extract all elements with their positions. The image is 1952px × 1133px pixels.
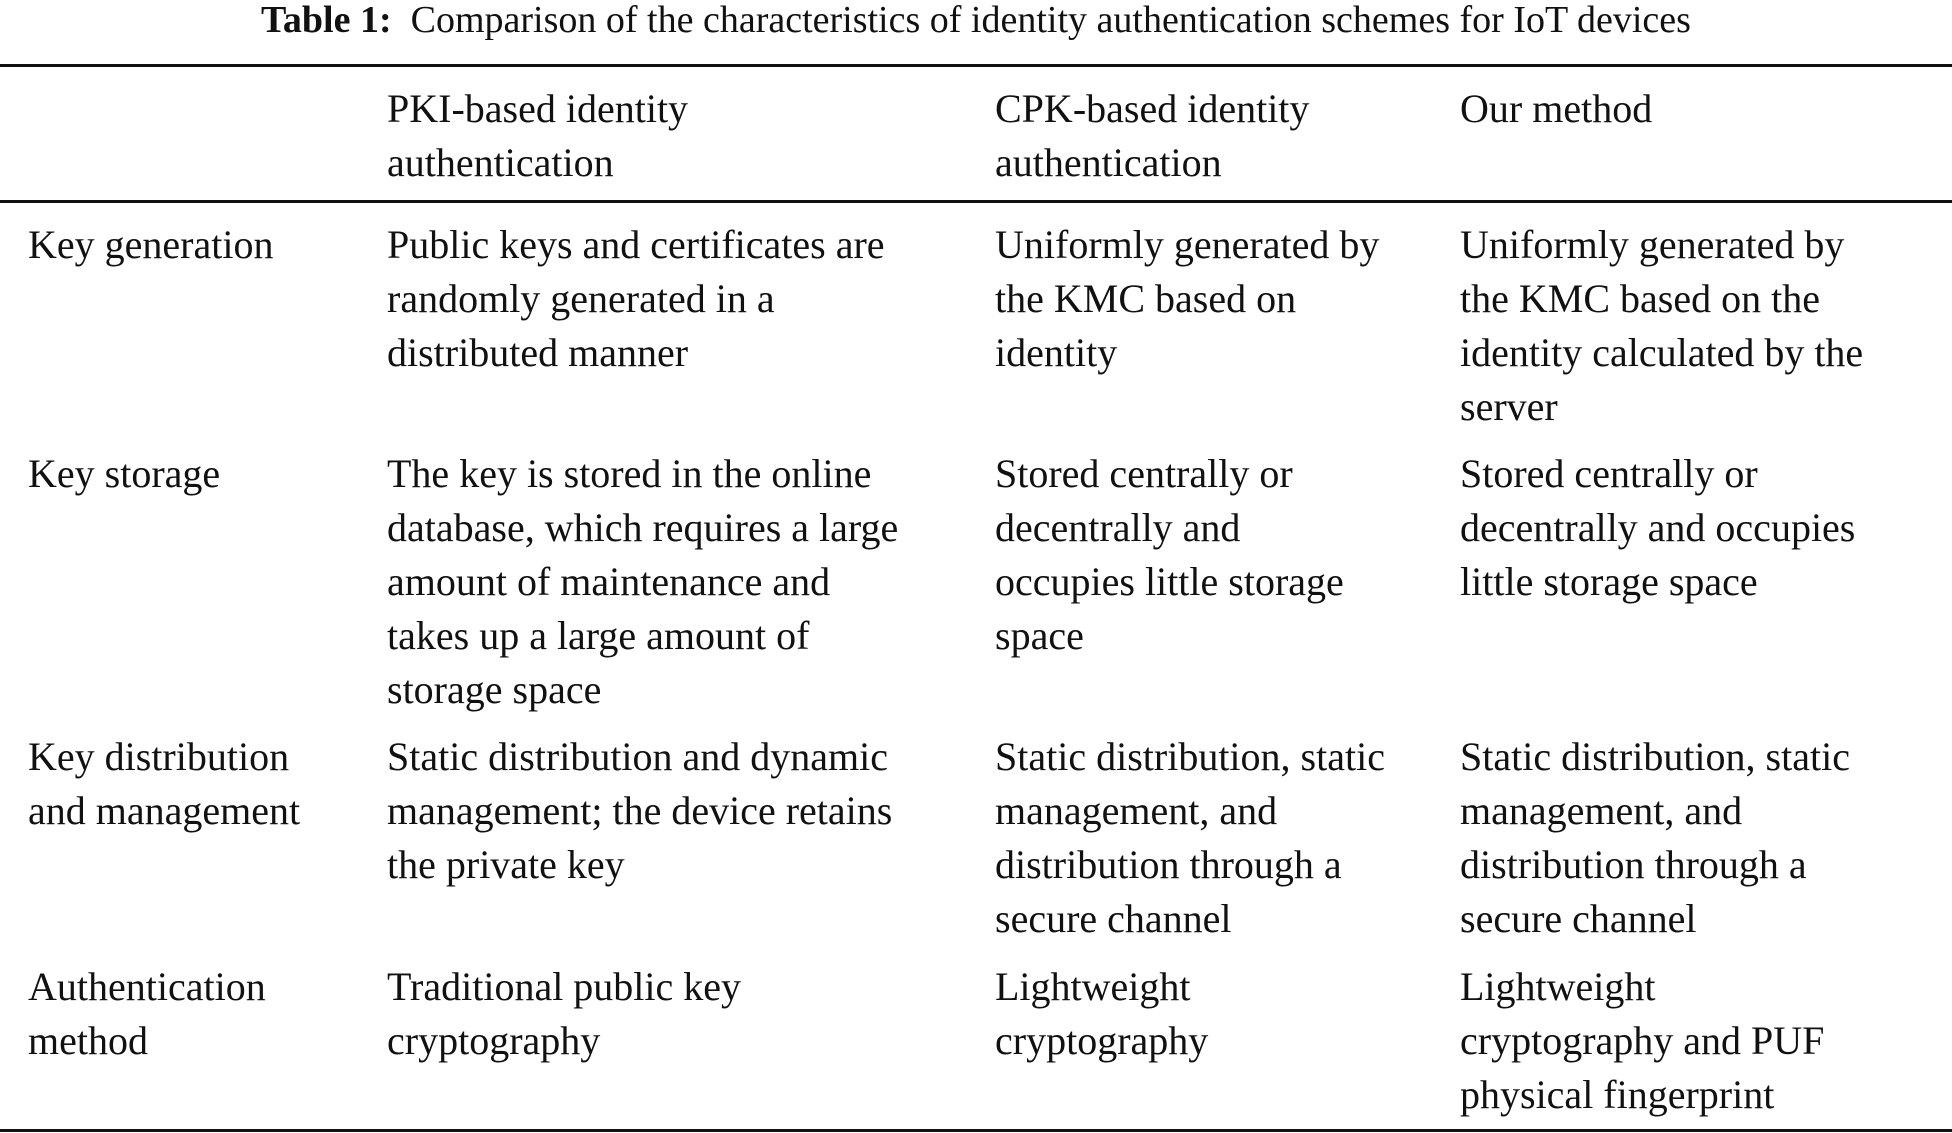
caption-label: Table 1: <box>261 0 392 41</box>
caption-text: Comparison of the characteristics of identity authentication schemes for IoT devices <box>410 0 1691 41</box>
cell-line: method <box>28 1018 148 1063</box>
cell-line: Traditional public key <box>387 964 742 1009</box>
header-line: PKI-based identity <box>387 86 689 131</box>
cell-key-distribution-cpk <box>995 730 1455 946</box>
cell-line: secure channel <box>1460 896 1697 941</box>
cell-line: amount of maintenance and <box>387 559 831 604</box>
cell-line: decentrally and <box>995 505 1241 550</box>
header-line: Our method <box>1460 86 1653 131</box>
cell-line: Static distribution, static <box>995 734 1385 779</box>
cell-line: cryptography <box>995 1018 1209 1063</box>
cell-authentication-cpk <box>995 960 1455 1068</box>
cell-line: the KMC based on the <box>1460 276 1820 321</box>
header-pki <box>387 82 987 190</box>
cell-line: and management <box>28 788 301 833</box>
cell-line: physical fingerprint <box>1460 1072 1775 1117</box>
header-line: CPK-based identity <box>995 86 1310 131</box>
cell-line: secure channel <box>995 896 1232 941</box>
cell-line: storage space <box>387 667 602 712</box>
cell-line: Lightweight <box>995 964 1191 1009</box>
cell-line: space <box>995 613 1084 658</box>
cell-line: Lightweight <box>1460 964 1656 1009</box>
cell-key-storage-pki <box>387 447 987 717</box>
cell-line: The key is stored in the online <box>387 451 872 496</box>
cell-line: management, and <box>1460 788 1743 833</box>
bottom-rule <box>0 1129 1952 1132</box>
cell-line: decentrally and occupies <box>1460 505 1856 550</box>
cell-line: cryptography <box>387 1018 601 1063</box>
cell-line: Uniformly generated by <box>995 222 1380 267</box>
cell-key-distribution-ours <box>1460 730 1940 946</box>
cell-line: cryptography and PUF <box>1460 1018 1825 1063</box>
cell-line: Static distribution, static <box>1460 734 1850 779</box>
cell-line: Key distribution <box>28 734 290 779</box>
cell-line: distribution through a <box>995 842 1342 887</box>
row-label-authentication-method <box>28 960 378 1068</box>
cell-line: Authentication <box>28 964 266 1009</box>
cell-line: distributed manner <box>387 330 689 375</box>
cell-line: Key generation <box>28 222 274 267</box>
cell-line: identity calculated by the <box>1460 330 1864 375</box>
cell-line: the private key <box>387 842 625 887</box>
cell-line: randomly generated in a <box>387 276 775 321</box>
cell-line: distribution through a <box>1460 842 1807 887</box>
cell-line: management, and <box>995 788 1278 833</box>
cell-line: occupies little storage <box>995 559 1344 604</box>
cell-line: server <box>1460 384 1558 429</box>
cell-line: little storage space <box>1460 559 1758 604</box>
table-caption <box>0 0 1952 40</box>
cell-line: Static distribution and dynamic <box>387 734 889 779</box>
cell-key-storage-ours <box>1460 447 1940 609</box>
cell-line: Key storage <box>28 451 221 496</box>
row-label-key-storage <box>28 447 378 501</box>
cell-line: Stored centrally or <box>995 451 1293 496</box>
row-label-key-distribution <box>28 730 378 838</box>
cell-key-storage-cpk <box>995 447 1455 663</box>
header-rule <box>0 200 1952 203</box>
cell-line: database, which requires a large <box>387 505 899 550</box>
row-label-key-generation <box>28 218 378 272</box>
cell-key-generation-pki <box>387 218 987 380</box>
cell-line: identity <box>995 330 1118 375</box>
cell-authentication-pki <box>387 960 987 1068</box>
cell-key-generation-ours <box>1460 218 1940 434</box>
cell-authentication-ours <box>1460 960 1940 1122</box>
cell-line: takes up a large amount of <box>387 613 810 658</box>
cell-line: management; the device retains <box>387 788 893 833</box>
top-rule <box>0 64 1952 67</box>
cell-key-generation-cpk <box>995 218 1455 380</box>
header-cpk <box>995 82 1455 190</box>
cell-line: Stored centrally or <box>1460 451 1758 496</box>
header-our-method <box>1460 82 1940 136</box>
cell-line: Public keys and certificates are <box>387 222 885 267</box>
cell-key-distribution-pki <box>387 730 987 892</box>
header-line: authentication <box>995 140 1222 185</box>
header-line: authentication <box>387 140 614 185</box>
cell-line: Uniformly generated by <box>1460 222 1845 267</box>
cell-line: the KMC based on <box>995 276 1297 321</box>
